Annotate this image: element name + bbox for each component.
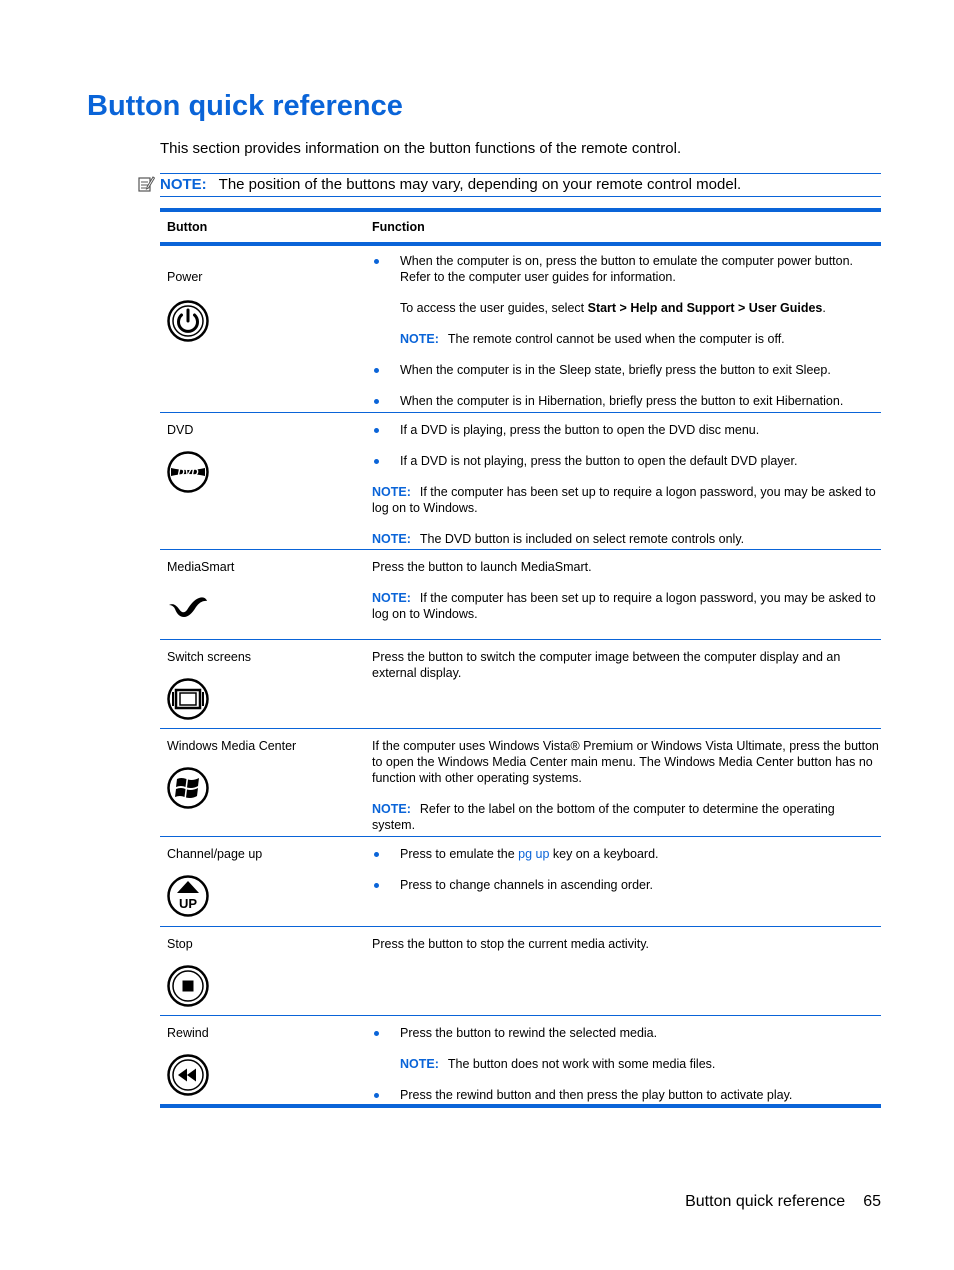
dvd-icon	[167, 451, 209, 493]
page-up-icon	[167, 875, 209, 917]
function-text: Press the button to switch the computer image between the computer display and an external display.	[372, 650, 841, 680]
button-name: Windows Media Center	[167, 739, 297, 753]
button-name: Rewind	[167, 1026, 209, 1040]
sub-paragraph	[372, 300, 881, 316]
table-row	[160, 640, 881, 729]
page-title: Button quick reference	[87, 90, 403, 122]
note-label: NOTE:	[372, 485, 411, 499]
dvd-icon-label: DVD	[177, 467, 199, 479]
header-function: Function	[372, 220, 425, 234]
note	[372, 590, 881, 622]
page-up-icon-label: UP	[178, 896, 198, 911]
list-item: Press the button to rewind the selected media.	[372, 1025, 881, 1041]
note-label: NOTE:	[372, 802, 411, 816]
note-label: NOTE:	[400, 332, 439, 346]
note	[372, 1056, 881, 1072]
note	[372, 801, 881, 833]
note-label: NOTE:	[372, 591, 411, 605]
function-text: Press the button to launch MediaSmart.	[372, 560, 592, 574]
sub-text-end: .	[822, 301, 826, 315]
note	[372, 331, 881, 347]
note-text: The button does not work with some media files.	[447, 1057, 716, 1071]
list-item: When the computer is in the Sleep state, briefly press the button to exit Sleep.	[372, 362, 881, 378]
page-footer	[685, 1193, 881, 1211]
note-label: NOTE:	[160, 176, 207, 193]
note-text: The DVD button is included on select remote controls only.	[419, 532, 745, 546]
button-name: DVD	[167, 423, 194, 437]
page-number: 65	[863, 1193, 881, 1210]
header-button: Button	[167, 220, 208, 234]
stop-icon	[167, 965, 209, 1007]
note-text: If the computer has been set up to require a logon password, you may be asked to log on to Windows.	[372, 485, 876, 515]
list-item: If a DVD is not playing, press the button to open the default DVD player.	[372, 453, 881, 469]
list-item: When the computer is in Hibernation, briefly press the button to exit Hibernation.	[372, 393, 881, 409]
list-item: Press the rewind button and then press the play button to activate play.	[372, 1087, 881, 1103]
note-icon	[137, 175, 155, 193]
note-text: The remote control cannot be used when the computer is off.	[447, 332, 785, 346]
note	[372, 531, 881, 547]
button-name: Channel/page up	[167, 847, 263, 861]
windows-icon	[167, 767, 209, 809]
top-note	[160, 173, 881, 197]
button-name: MediaSmart	[167, 560, 235, 574]
table-row	[160, 550, 881, 640]
note-label: NOTE:	[372, 532, 411, 546]
table-row	[160, 246, 881, 413]
table-row	[160, 729, 881, 837]
note-text: If the computer has been set up to require a logon password, you may be asked to log on to Windows.	[372, 591, 876, 621]
sub-text: To access the user guides, select	[400, 301, 588, 315]
table-row	[160, 1016, 881, 1104]
table-row	[160, 413, 881, 550]
table-header	[160, 212, 881, 246]
table-row	[160, 927, 881, 1016]
note-text: Refer to the label on the bottom of the computer to determine the operating system.	[372, 802, 835, 832]
button-name: Power	[167, 270, 203, 284]
note	[372, 484, 881, 516]
mediasmart-icon	[167, 588, 209, 630]
list-item: Press to change channels in ascending order.	[372, 877, 881, 893]
item-text-end: key on a keyboard.	[549, 847, 659, 861]
list-item: When the computer is on, press the button to emulate the computer power button. Refer to the computer user guides for information.	[372, 253, 881, 285]
button-reference-table	[160, 208, 881, 1108]
function-text: If the computer uses Windows Vista® Premium or Windows Vista Ultimate, press the button to open the Windows Media Center main menu. The Windows Media Center button has no function with other operating systems.	[372, 739, 879, 785]
function-text: Press the button to stop the current media activity.	[372, 937, 649, 951]
note-text: The position of the buttons may vary, depending on your remote control model.	[218, 176, 742, 193]
table-row	[160, 837, 881, 927]
button-name: Switch screens	[167, 650, 252, 664]
rewind-icon	[167, 1054, 209, 1096]
footer-section: Button quick reference	[685, 1193, 846, 1210]
item-text: Press to emulate the	[400, 847, 519, 861]
power-icon	[167, 300, 209, 342]
note-label: NOTE:	[400, 1057, 439, 1071]
button-name: Stop	[167, 937, 193, 951]
intro-paragraph: This section provides information on the button functions of the remote control.	[160, 140, 682, 157]
list-item	[372, 846, 881, 862]
menu-path: Start > Help and Support > User Guides	[587, 301, 823, 315]
switch-screens-icon	[167, 678, 209, 720]
list-item: If a DVD is playing, press the button to open the DVD disc menu.	[372, 422, 881, 438]
pg-up-key-link[interactable]: pg up	[518, 847, 550, 861]
